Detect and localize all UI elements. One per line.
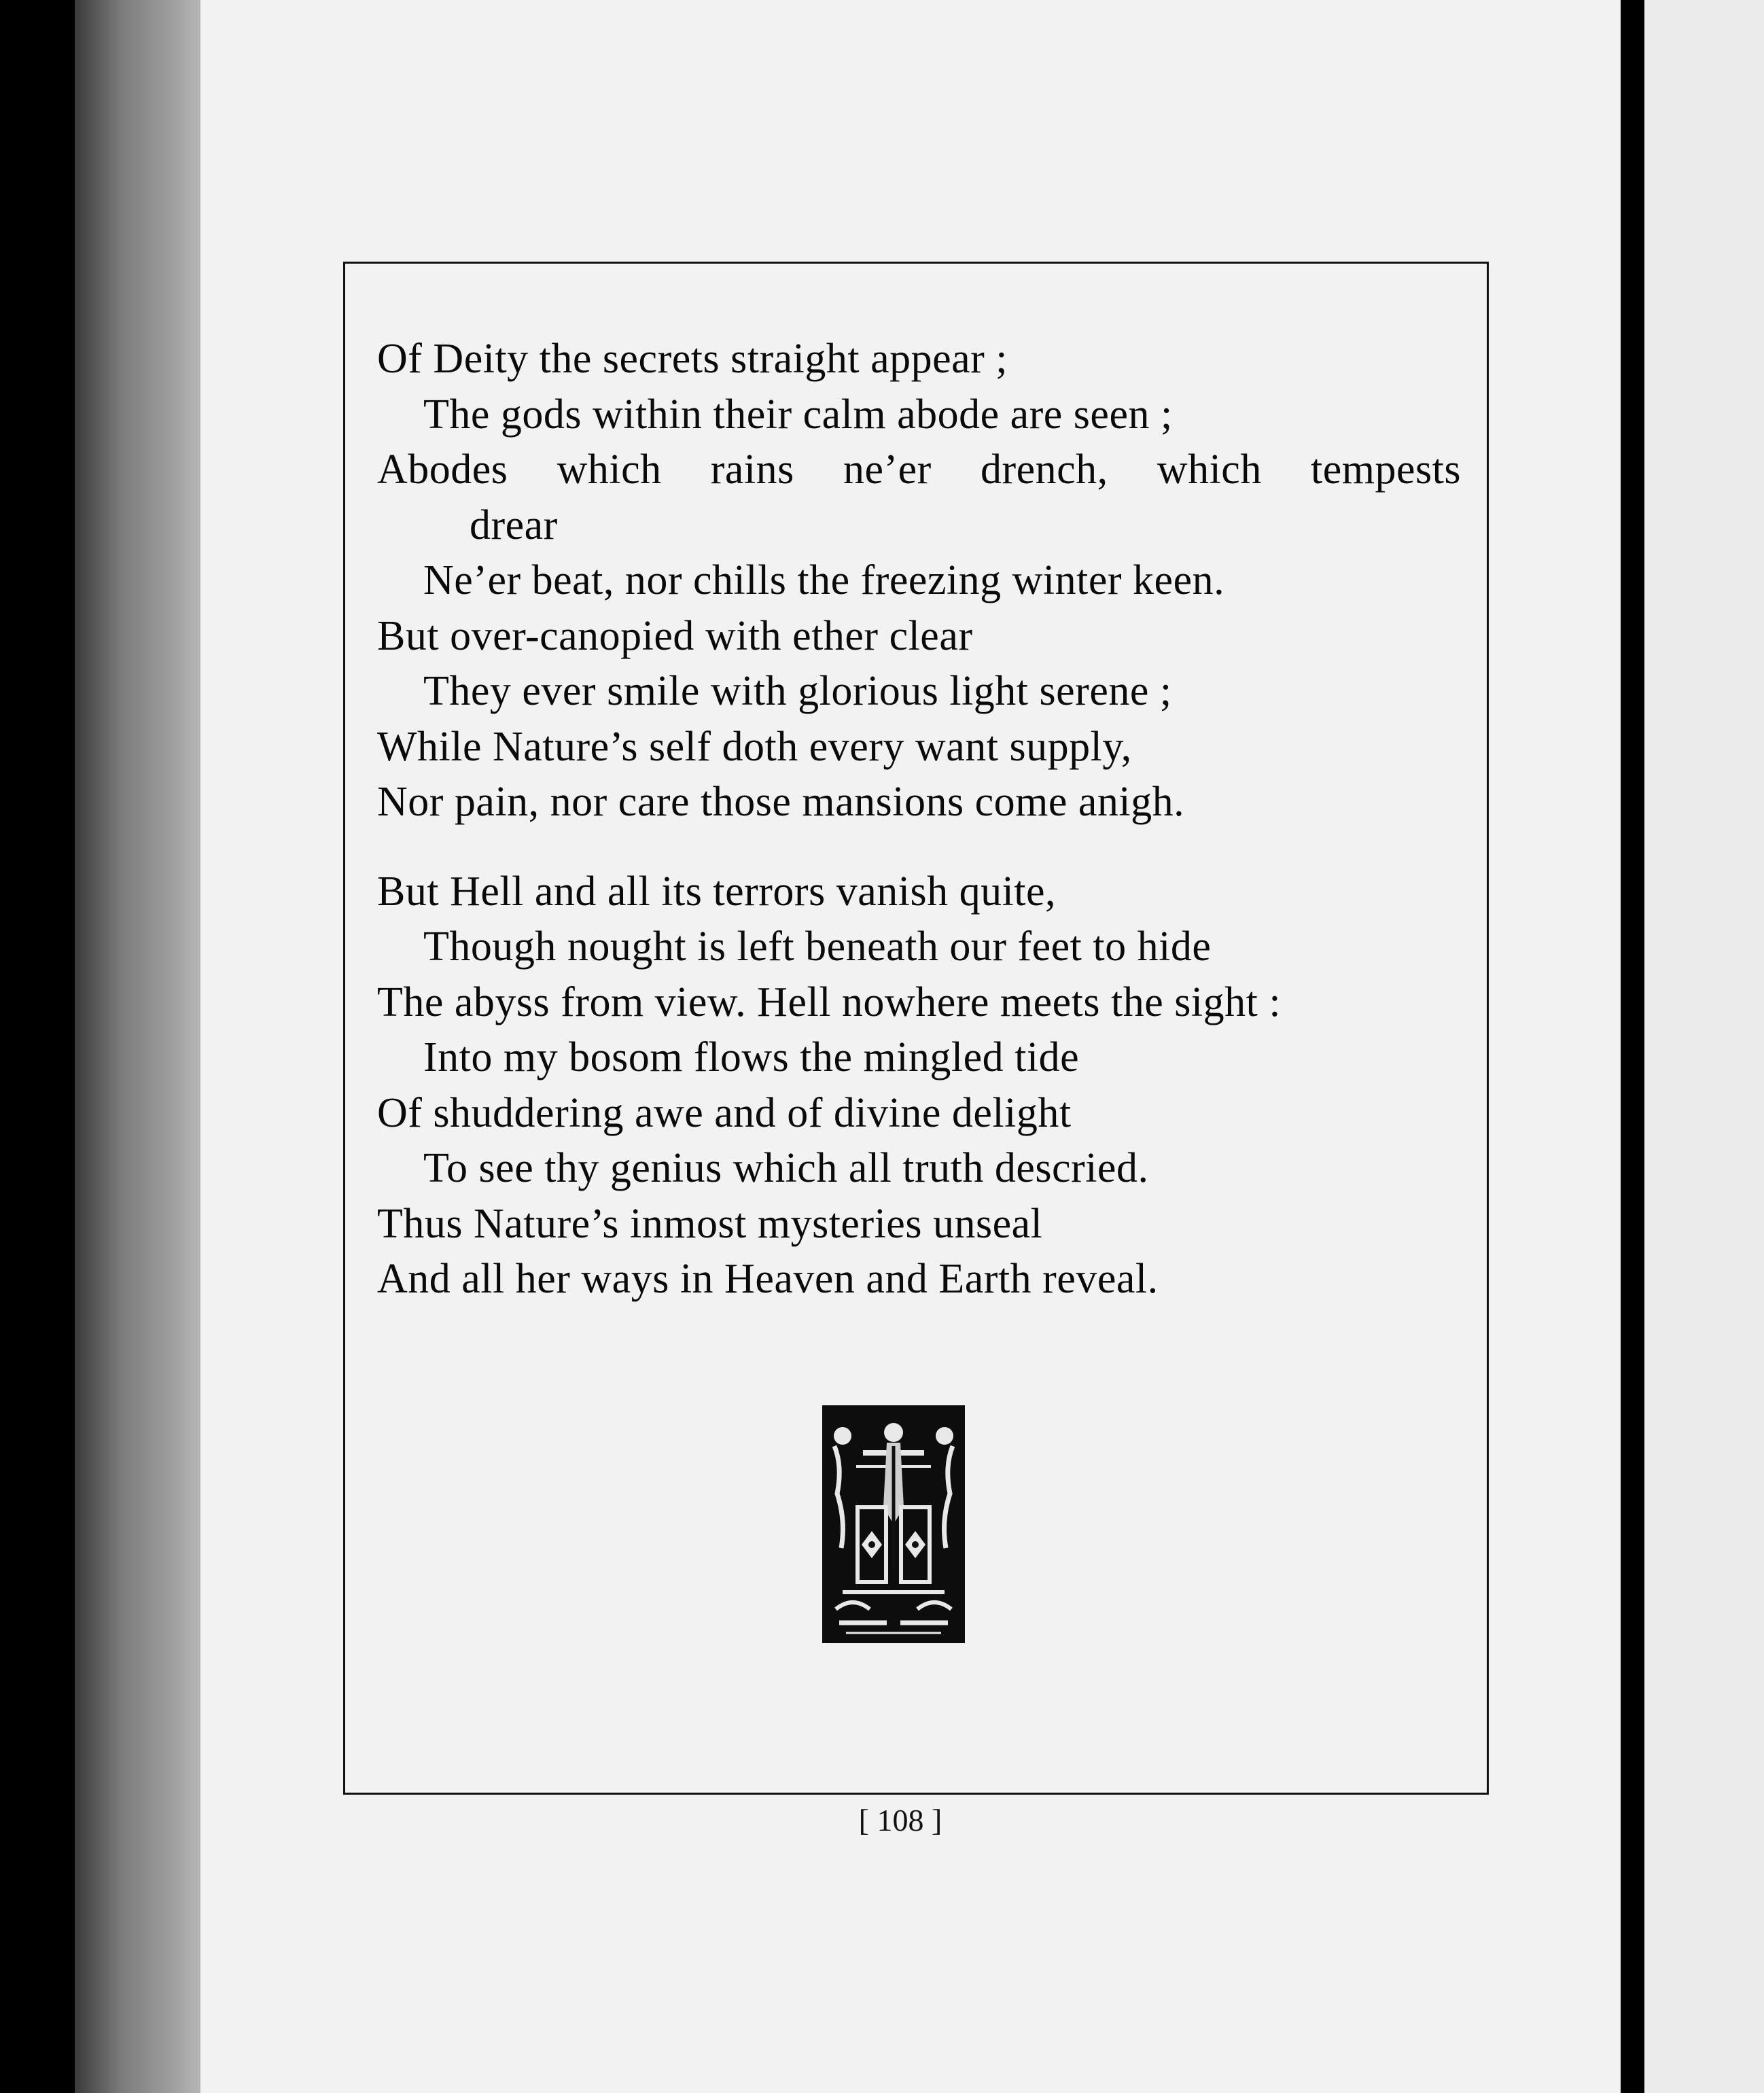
poem-line: Abodes which rains ne’er drench, which tempests [377,446,1461,493]
poem-line: But over-canopied with ether clear [377,612,973,659]
poem-line: But Hell and all its terrors vanish quite, [377,868,1057,915]
book-spine-edge [75,0,204,2093]
poem-line: To see thy genius which all truth descried. [423,1145,1149,1191]
poem-text [377,332,1498,1307]
poem-line: drear [470,502,558,548]
poem-line: Of shuddering awe and of divine delight [377,1089,1072,1136]
poem-line: While Nature’s self doth every want supply, [377,723,1132,770]
page-number: [ 108 ] [858,1803,942,1837]
poem-line: Though nought is left beneath our feet to hide [423,924,1212,970]
poem-line: Ne’er beat, nor chills the freezing winter keen. [423,557,1225,603]
poem-line: The gods within their calm abode are seen ; [423,391,1173,438]
poem-line: Of Deity the secrets straight appear ; [377,336,1008,382]
stanza [377,332,1498,830]
stanza [377,864,1498,1307]
poem-line: Thus Nature’s inmost mysteries unseal [377,1200,1043,1247]
poem-line: They ever smile with glorious light serene ; [423,668,1172,714]
ornamental-urn-icon [822,1405,965,1643]
poem-line: Into my bosom flows the mingled tide [423,1034,1080,1080]
poem-line: The abyss from view. Hell nowhere meets the sight : [377,979,1282,1025]
poem-line: And all her ways in Heaven and Earth reveal. [377,1256,1159,1302]
facing-page-edge [1644,0,1764,2093]
poem-line: Nor pain, nor care those mansions come anigh. [377,779,1185,825]
